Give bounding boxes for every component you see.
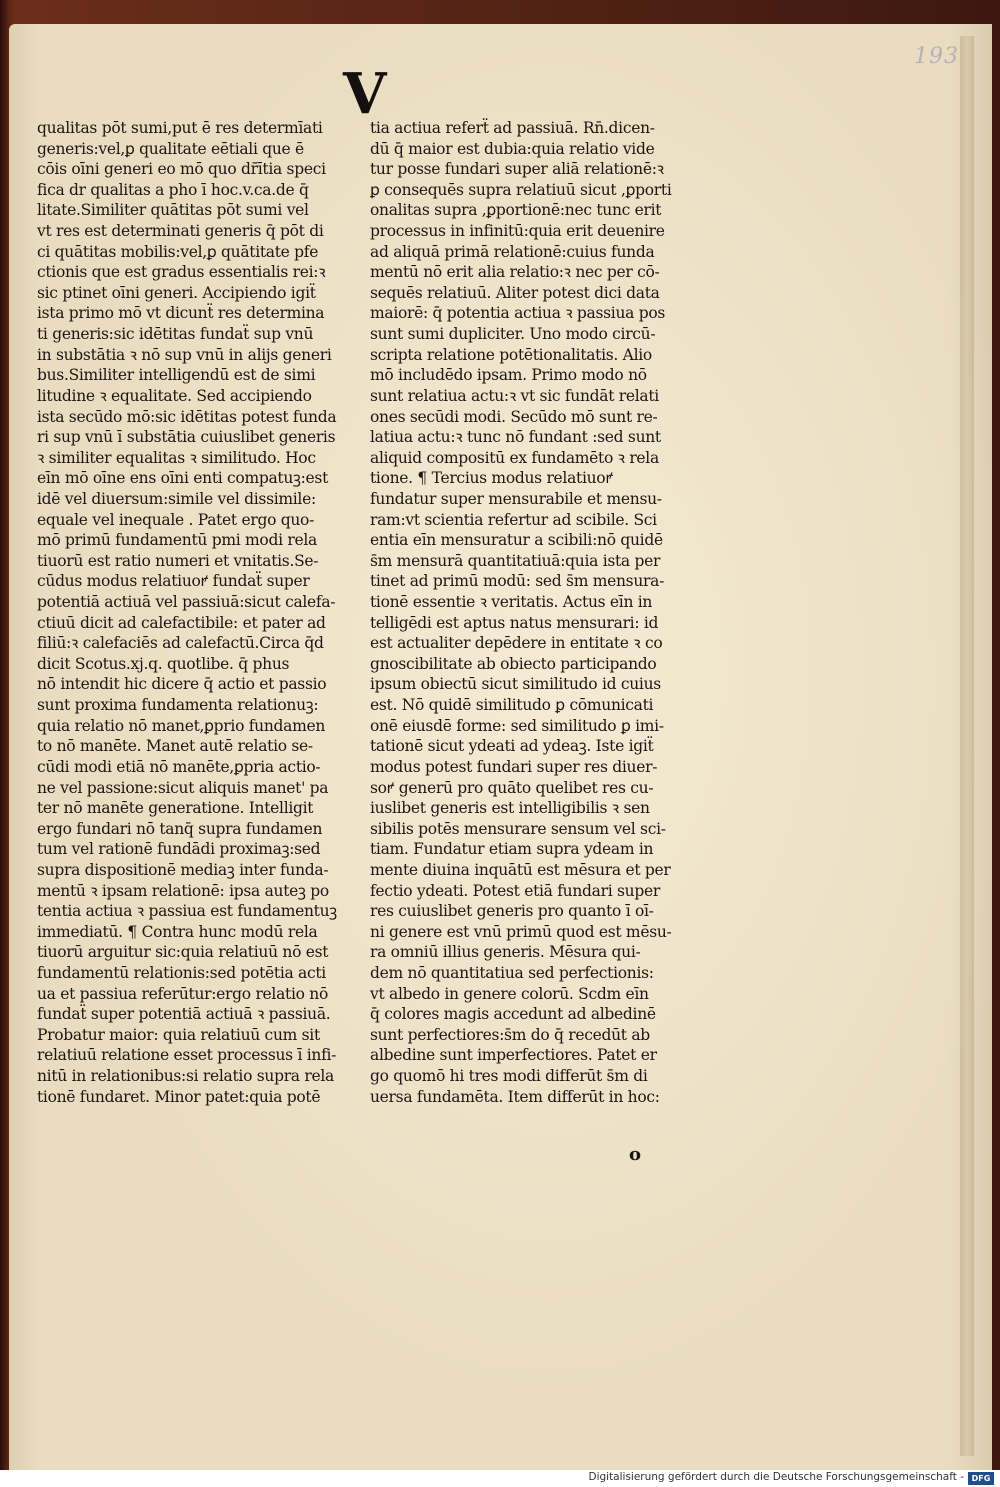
text-line: sunt relatiua actu:ꝛ vt sic fundāt relati bbox=[370, 386, 659, 405]
text-line: dem nō quantitatiua sed perfectionis: bbox=[370, 963, 654, 982]
text-line: cūdus modus relatiuoꝵ fundaẗ super bbox=[37, 572, 310, 591]
text-line: ni genere est vnū primū quod est mēsu- bbox=[370, 922, 672, 941]
text-line: onē eiusdē forme: sed similitudo ꝑ imi- bbox=[370, 716, 664, 735]
text-line: nō intendit hic dicere q̄ actio et passio bbox=[37, 675, 327, 694]
text-line: qualitas pōt sumi,put ē res determīati bbox=[37, 119, 323, 137]
text-line: tur posse fundari super aliā relationē:ꝛ bbox=[370, 160, 664, 179]
text-line: sunt proxima fundamenta relationuꝫ: bbox=[37, 696, 319, 715]
text-line: tionē essentie ꝛ veritatis. Actus eīn in bbox=[370, 593, 653, 612]
text-line: cōis oīni generi eo mō quo dr̄ītia speci bbox=[37, 160, 326, 179]
text-line: ergo fundari nō tanq̄ supra fundamen bbox=[37, 819, 323, 838]
text-line: equale vel inequale . Patet ergo quo- bbox=[37, 510, 315, 529]
text-line: entia eīn mensuratur a scibili:nō quidē bbox=[370, 531, 663, 550]
text-line: albedine sunt imperfectiores. Patet er bbox=[370, 1046, 657, 1065]
text-line: ista secūdo mō:sic idētitas potest funda bbox=[37, 407, 337, 426]
text-line: fundaẗ super potentiā actiuā ꝛ passiuā. bbox=[37, 1005, 331, 1024]
text-line: litate.Similiter quātitas pōt sumi vel bbox=[37, 201, 309, 220]
text-line: sibilis potēs mensurare sensum vel sci- bbox=[370, 819, 666, 838]
text-line: ci quātitas mobilis:vel,ꝑ quātitate pfe bbox=[37, 242, 319, 261]
text-line: sunt sumi dupliciter. Uno modo circū- bbox=[370, 325, 656, 344]
text-line: potentiā actiuā vel passiuā:sicut calefa- bbox=[37, 593, 336, 612]
text-line: ad aliquā primā relationē:cuius funda bbox=[370, 242, 655, 261]
text-line: iuslibet generis est intelligibilis ꝛ sen bbox=[370, 799, 650, 818]
text-line: vt res est determinati generis q̄ pōt di bbox=[37, 222, 324, 241]
text-line: mō primū fundamentū pmi modi rela bbox=[37, 531, 317, 550]
text-line: bus.Similiter intelligendū est de simi bbox=[37, 366, 316, 385]
left-text-column bbox=[37, 118, 353, 1107]
text-line: quia relatio nō manet,ꝑprio fundamen bbox=[37, 716, 326, 735]
page-gutter bbox=[960, 36, 974, 1456]
text-line: to nō manēte. Manet autē relatio se- bbox=[37, 737, 313, 756]
text-line: tia actiua referẗ ad passiuā. Rn̄.dicen- bbox=[370, 119, 655, 137]
text-line: res cuiuslibet generis pro quanto ī oī- bbox=[370, 902, 654, 921]
text-line: idē vel diuersum:simile vel dissimile: bbox=[37, 489, 316, 508]
text-line: ram:vt scientia refertur ad scibile. Sci bbox=[370, 510, 657, 529]
text-line: tiuorū est ratio numeri et vnitatis.Se- bbox=[37, 551, 319, 570]
text-line: sic ptinet oīni generi. Accipiendo igiẗ bbox=[37, 283, 316, 302]
text-line: ꝛ similiter equalitas ꝛ similitudo. Hoc bbox=[37, 448, 316, 467]
text-line: ne vel passione:sicut aliquis manet' pa bbox=[37, 778, 329, 797]
text-line: tione. ¶ Tercius modus relatiuoꝵ bbox=[370, 469, 613, 488]
text-line: in substātia ꝛ nō sup vnū in alijs generi bbox=[37, 345, 332, 364]
text-line: ra omniū illius generis. Mēsura qui- bbox=[370, 943, 641, 962]
text-line: ipsum obiectū sicut similitudo id cuius bbox=[370, 675, 661, 694]
text-line: vt albedo in genere colorū. Scdm eīn bbox=[370, 984, 649, 1003]
text-line: relatiuū relatione esset processus ī infi- bbox=[37, 1046, 337, 1065]
funding-note: Digitalisierung gefördert durch die Deutsche Forschungsgemeinschaft - bbox=[588, 1471, 964, 1483]
text-line: ctionis que est gradus essentialis rei:ꝛ bbox=[37, 263, 326, 282]
text-line: generis:vel,ꝑ qualitate eētiali que ē bbox=[37, 139, 304, 158]
text-line: ua et passiua referūtur:ergo relatio nō bbox=[37, 984, 328, 1003]
text-line: mō includēdo ipsam. Primo modo nō bbox=[370, 366, 647, 385]
text-line: filiū:ꝛ calefaciēs ad calefactū.Circa q̄d bbox=[37, 634, 324, 653]
text-line: nitū in relationibus:si relatio supra rela bbox=[37, 1067, 334, 1086]
text-line: go quomō hi tres modi differūt s̄m di bbox=[370, 1067, 648, 1086]
text-line: tationē sicut ydeati ad ydeaꝫ. Iste igiẗ bbox=[370, 737, 654, 756]
text-line: est. Nō quidē similitudo ꝑ cōmunicati bbox=[370, 696, 654, 715]
right-text-column bbox=[370, 118, 688, 1107]
text-line: processus in infinitū:quia erit deuenire bbox=[370, 222, 665, 241]
text-line: litudine ꝛ equalitate. Sed accipiendo bbox=[37, 386, 312, 405]
text-line: dū q̄ maior est dubia:quia relatio vide bbox=[370, 139, 655, 158]
text-line: est actualiter depēdere in entitate ꝛ co bbox=[370, 634, 663, 653]
text-line: tionē fundaret. Minor patet:quia potē bbox=[37, 1087, 321, 1106]
text-line: fundamentū relationis:sed potētia acti bbox=[37, 963, 326, 982]
text-line: s̄m mensurā quantitatiuā:quia ista per bbox=[370, 551, 661, 570]
text-line: tentia actiua ꝛ passiua est fundamentuꝫ bbox=[37, 902, 337, 921]
text-line: fectio ydeati. Potest etiā fundari super bbox=[370, 881, 660, 900]
signature-mark: o bbox=[629, 1144, 642, 1165]
text-line: latiua actu:ꝛ tunc nō fundant :sed sunt bbox=[370, 428, 661, 447]
text-line: gnoscibilitate ab obiecto participando bbox=[370, 654, 657, 673]
text-line: mentū nō erit alia relatio:ꝛ nec per cō- bbox=[370, 263, 660, 282]
text-line: q̄ colores magis accedunt ad albedinē bbox=[370, 1005, 656, 1024]
text-line: uersa fundamēta. Item differūt in hoc: bbox=[370, 1087, 660, 1106]
text-line: ꝑ consequēs supra relatiuū sicut ,ꝑporti bbox=[370, 180, 672, 199]
text-line: ista primo mō vt dicunẗ res determina bbox=[37, 304, 325, 323]
text-line: onalitas supra ,ꝑportionē:nec tunc erit bbox=[370, 201, 662, 220]
text-line: modus potest fundari super res diuer- bbox=[370, 757, 658, 776]
text-line: ter nō manēte generatione. Intelligit bbox=[37, 799, 314, 818]
text-line: dicit Scotus.xj.q. quotlibe. q̄ phus bbox=[37, 654, 290, 673]
text-line: tiam. Fundatur etiam supra ydeam in bbox=[370, 840, 654, 859]
text-line: maiorē: q̄ potentia actiua ꝛ passiua pos bbox=[370, 304, 666, 323]
dfg-logo: DFG bbox=[968, 1472, 994, 1485]
text-line: fica dr qualitas a pho ī hoc.v.ca.de q̄ bbox=[37, 180, 309, 199]
text-line: tinet ad primū modū: sed s̄m mensura- bbox=[370, 572, 665, 591]
text-line: mentū ꝛ ipsam relationē: ipsa auteꝫ po bbox=[37, 881, 329, 900]
text-line: fundatur super mensurabile et mensu- bbox=[370, 489, 662, 508]
heading-initial: V bbox=[343, 61, 387, 127]
text-line: tiuorū arguitur sic:quia relatiuū nō est bbox=[37, 943, 329, 962]
text-line: supra dispositionē mediaꝫ inter funda- bbox=[37, 860, 329, 879]
text-line: sequēs relatiuū. Aliter potest dici data bbox=[370, 283, 660, 302]
text-line: sunt perfectiores:s̄m do q̄ recedūt ab bbox=[370, 1025, 650, 1044]
text-line: soꝵ generū pro quāto quelibet res cu- bbox=[370, 778, 654, 797]
text-line: scripta relatione potētionalitatis. Alio bbox=[370, 345, 652, 364]
text-line: aliquid compositū ex fundamēto ꝛ rela bbox=[370, 448, 659, 467]
text-line: mente diuina inquātū est mēsura et per bbox=[370, 860, 671, 879]
text-line: ti generis:sic idētitas fundaẗ sup vnū bbox=[37, 325, 314, 344]
text-line: telligēdi est aptus natus mensurari: id bbox=[370, 613, 659, 632]
text-line: cūdi modi etiā nō manēte,ꝑpria actio- bbox=[37, 757, 321, 776]
text-line: tum vel rationē fundādi proximaꝫ:sed bbox=[37, 840, 321, 859]
text-line: ones secūdi modi. Secūdo mō sunt re- bbox=[370, 407, 658, 426]
folio-number: 193 bbox=[914, 44, 959, 69]
text-line: ri sup vnū ī substātia cuiuslibet generis bbox=[37, 428, 336, 447]
text-line: eīn mō oīne ens oīni enti compatuꝫ:est bbox=[37, 469, 329, 488]
text-line: immediatū. ¶ Contra hunc modū rela bbox=[37, 922, 318, 941]
text-line: ctiuū dicit ad calefactibile: et pater ad bbox=[37, 613, 326, 632]
text-line: Probatur maior: quia relatiuū cum sit bbox=[37, 1025, 320, 1044]
